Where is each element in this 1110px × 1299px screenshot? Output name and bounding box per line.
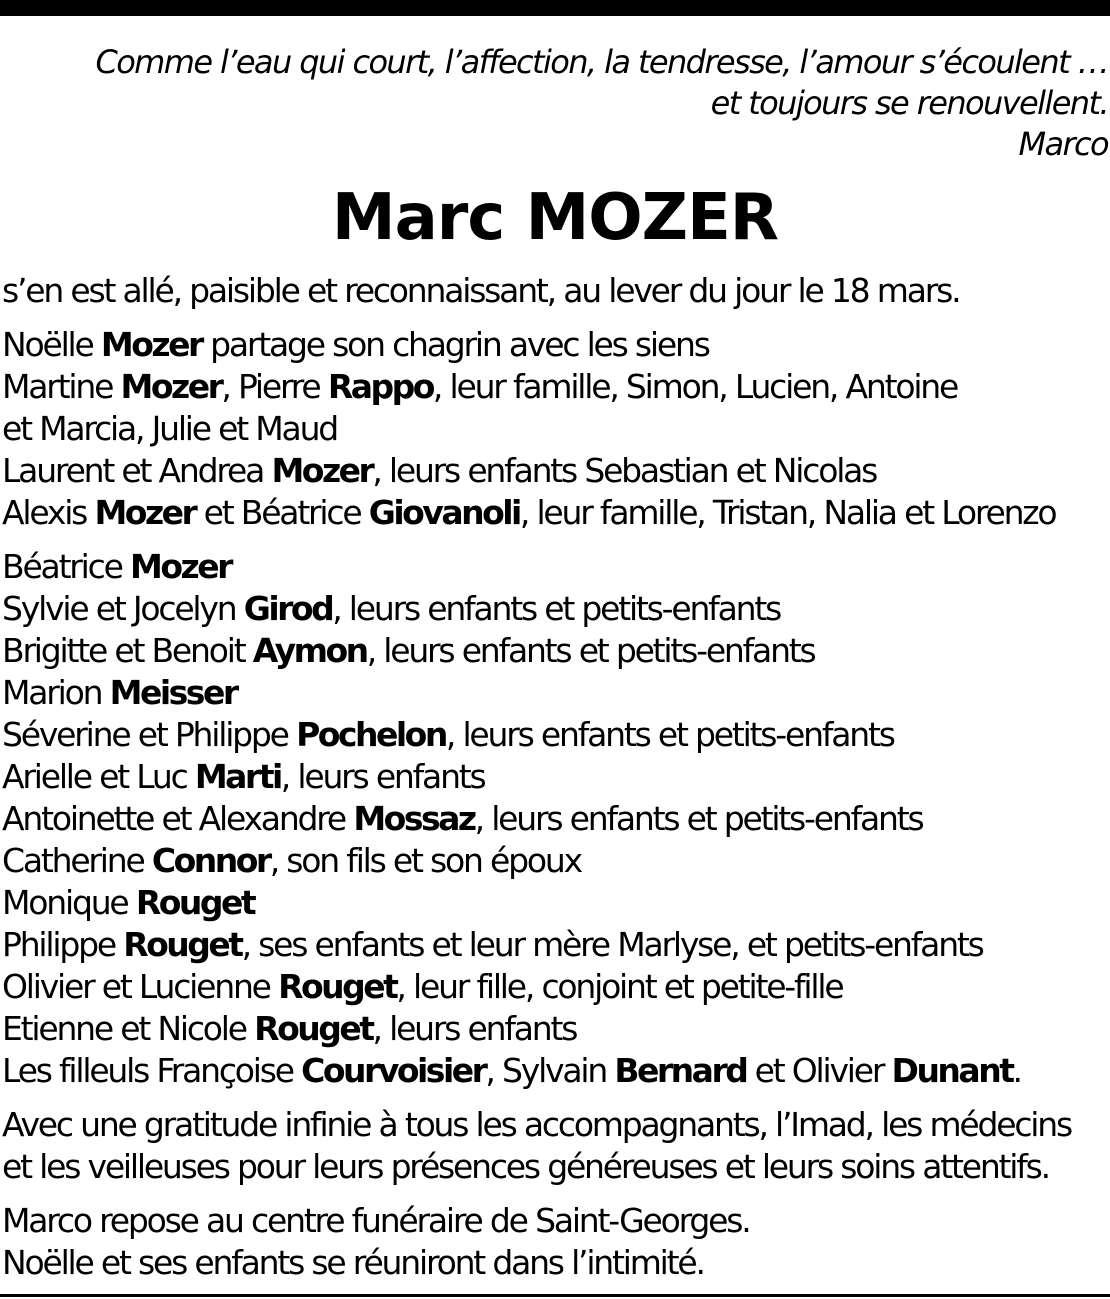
family-surname: Courvoisier bbox=[301, 1051, 486, 1090]
family-line: Arielle et Luc Marti, leurs enfants bbox=[2, 757, 485, 796]
thanks-paragraph bbox=[2, 1104, 1110, 1188]
family-surname: Dunant bbox=[891, 1051, 1013, 1090]
family-surname: Marti bbox=[194, 757, 281, 796]
family-line: Sylvie et Jocelyn Girod, leurs enfants et petits-enfants bbox=[2, 589, 781, 628]
family-line: Martine Mozer, Pierre Rappo, leur famille, Simon, Lucien, Antoine bbox=[2, 367, 958, 406]
family-surname: Pochelon bbox=[296, 715, 446, 754]
family-group-1 bbox=[2, 324, 1110, 534]
family-line: Monique Rouget bbox=[2, 883, 255, 922]
family-surname: Rouget bbox=[123, 925, 242, 964]
bottom-rule bbox=[0, 1294, 1110, 1297]
notice-body bbox=[2, 270, 1110, 1284]
family-surname: Mozer bbox=[120, 367, 222, 406]
family-line: Philippe Rouget, ses enfants et leur mère Marlyse, et petits-enfants bbox=[2, 925, 983, 964]
family-surname: Mozer bbox=[271, 451, 373, 490]
family-surname: Bernard bbox=[614, 1051, 747, 1090]
epigraph-quote bbox=[8, 42, 1108, 165]
family-line: Brigitte et Benoit Aymon, leurs enfants et petits-enfants bbox=[2, 631, 815, 670]
family-surname: Mozer bbox=[129, 547, 231, 586]
closing-paragraph bbox=[2, 1200, 1110, 1284]
family-surname: Girod bbox=[243, 589, 333, 628]
family-surname: Mozer bbox=[94, 493, 196, 532]
epigraph-signature: Marco bbox=[1018, 125, 1108, 163]
family-line: Béatrice Mozer bbox=[2, 547, 231, 586]
deceased-name: Marc MOZER bbox=[331, 181, 779, 255]
family-line: Laurent et Andrea Mozer, leurs enfants Sebastian et Nicolas bbox=[2, 451, 877, 490]
family-line: Séverine et Philippe Pochelon, leurs enfants et petits-enfants bbox=[2, 715, 894, 754]
closing-line: Noëlle et ses enfants se réuniront dans l’intimité. bbox=[2, 1243, 704, 1282]
family-surname: Rappo bbox=[327, 367, 433, 406]
epigraph-line-1: Comme l’eau qui court, l’affection, la tendresse, l’amour s’écoulent … bbox=[95, 43, 1108, 81]
family-surname: Rouget bbox=[278, 967, 397, 1006]
family-line: Noëlle Mozer partage son chagrin avec les siens bbox=[2, 325, 709, 364]
family-line: Les filleuls Françoise Courvoisier, Sylvain Bernard et Olivier Dunant. bbox=[2, 1051, 1021, 1090]
family-surname: Connor bbox=[151, 841, 270, 880]
family-line: Etienne et Nicole Rouget, leurs enfants bbox=[2, 1009, 577, 1048]
family-line: Alexis Mozer et Béatrice Giovanoli, leur famille, Tristan, Nalia et Lorenzo bbox=[2, 493, 1056, 532]
family-surname: Mossaz bbox=[353, 799, 475, 838]
family-line: Catherine Connor, son fils et son époux bbox=[2, 841, 581, 880]
top-rule bbox=[0, 0, 1110, 16]
family-line: Antoinette et Alexandre Mossaz, leurs enfants et petits-enfants bbox=[2, 799, 923, 838]
family-surname: Mozer bbox=[100, 325, 202, 364]
family-surname: Aymon bbox=[252, 631, 367, 670]
family-line: Marion Meisser bbox=[2, 673, 237, 712]
thanks-line: Avec une gratitude infinie à tous les accompagnants, l’Imad, les médecins bbox=[2, 1105, 1071, 1144]
family-surname: Meisser bbox=[109, 673, 237, 712]
epigraph-line-2: et toujours se renouvellent. bbox=[710, 84, 1108, 122]
family-surname: Rouget bbox=[135, 883, 255, 922]
announcement-line: s’en est allé, paisible et reconnaissant, au lever du jour le 18 mars. bbox=[2, 271, 960, 310]
closing-line: Marco repose au centre funéraire de Saint-Georges. bbox=[2, 1201, 750, 1240]
thanks-line: et les veilleuses pour leurs présences généreuses et leurs soins attentifs. bbox=[2, 1147, 1049, 1186]
family-line: Olivier et Lucienne Rouget, leur fille, conjoint et petite-fille bbox=[2, 967, 843, 1006]
family-surname: Giovanoli bbox=[368, 493, 520, 532]
family-line: et Marcia, Julie et Maud bbox=[2, 409, 338, 448]
family-surname: Rouget bbox=[254, 1009, 373, 1048]
family-group-2 bbox=[2, 546, 1110, 1092]
